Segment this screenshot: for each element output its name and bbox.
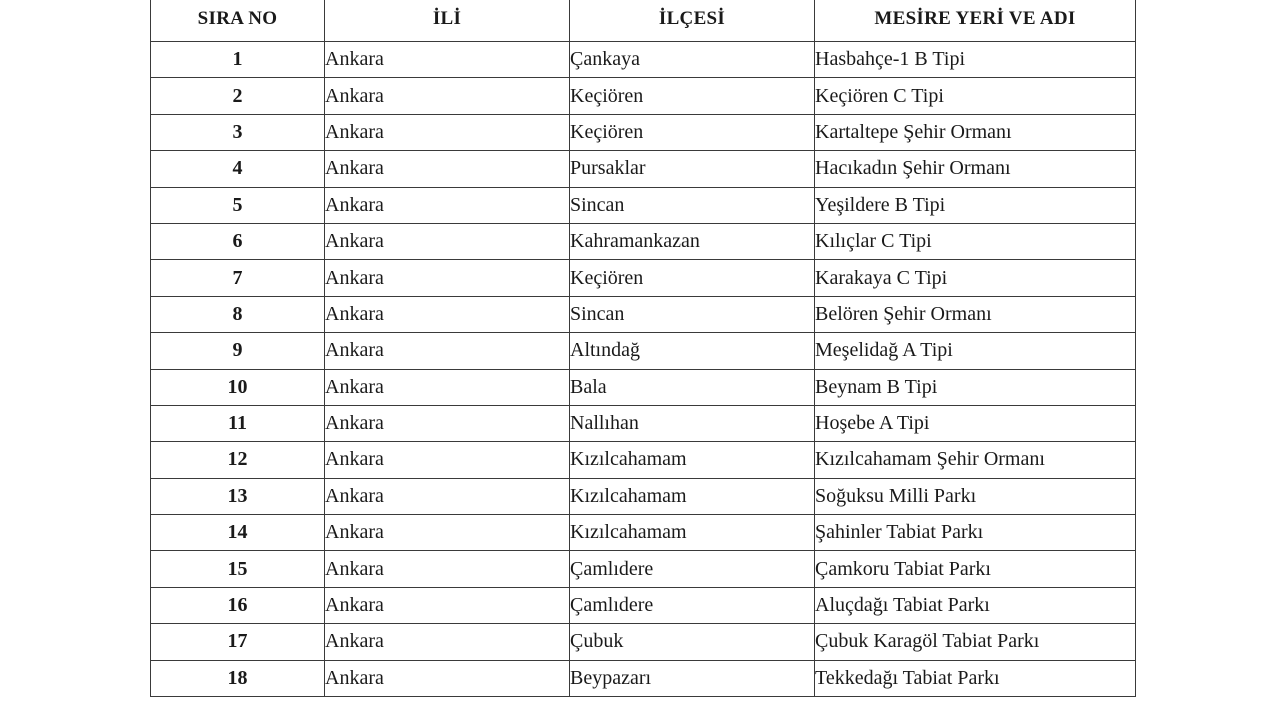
table-row <box>151 660 1136 696</box>
cell-ilcesi: Kızılcahamam <box>570 515 815 551</box>
header-ili: İLİ <box>325 0 570 42</box>
cell-ilcesi: Altındağ <box>570 333 815 369</box>
cell-ilcesi: Pursaklar <box>570 151 815 187</box>
table-row <box>151 78 1136 114</box>
cell-mesire: Kartaltepe Şehir Ormanı <box>815 114 1136 150</box>
cell-ili: Ankara <box>325 78 570 114</box>
table-row <box>151 151 1136 187</box>
cell-ilcesi: Çamlıdere <box>570 551 815 587</box>
cell-mesire: Keçiören C Tipi <box>815 78 1136 114</box>
cell-sira-no: 12 <box>151 442 325 478</box>
cell-mesire: Çubuk Karagöl Tabiat Parkı <box>815 624 1136 660</box>
cell-sira-no: 4 <box>151 151 325 187</box>
cell-sira-no: 2 <box>151 78 325 114</box>
cell-ili: Ankara <box>325 442 570 478</box>
cell-mesire: Şahinler Tabiat Parkı <box>815 515 1136 551</box>
table-row <box>151 260 1136 296</box>
cell-ili: Ankara <box>325 369 570 405</box>
cell-sira-no: 9 <box>151 333 325 369</box>
cell-ilcesi: Sincan <box>570 296 815 332</box>
cell-ili: Ankara <box>325 660 570 696</box>
cell-ilcesi: Beypazarı <box>570 660 815 696</box>
table-row <box>151 114 1136 150</box>
cell-sira-no: 6 <box>151 223 325 259</box>
cell-mesire: Çamkoru Tabiat Parkı <box>815 551 1136 587</box>
table-row <box>151 587 1136 623</box>
table-row <box>151 405 1136 441</box>
cell-ili: Ankara <box>325 187 570 223</box>
header-ilcesi: İLÇESİ <box>570 0 815 42</box>
cell-sira-no: 8 <box>151 296 325 332</box>
cell-ilcesi: Sincan <box>570 187 815 223</box>
cell-mesire: Hasbahçe-1 B Tipi <box>815 42 1136 78</box>
cell-ili: Ankara <box>325 551 570 587</box>
cell-mesire: Aluçdağı Tabiat Parkı <box>815 587 1136 623</box>
cell-sira-no: 7 <box>151 260 325 296</box>
cell-ilcesi: Kahramankazan <box>570 223 815 259</box>
cell-ili: Ankara <box>325 405 570 441</box>
cell-mesire: Beynam B Tipi <box>815 369 1136 405</box>
table-body <box>151 42 1136 697</box>
cell-mesire: Kızılcahamam Şehir Ormanı <box>815 442 1136 478</box>
table-row <box>151 369 1136 405</box>
table-header <box>151 0 1136 42</box>
cell-ili: Ankara <box>325 223 570 259</box>
cell-ili: Ankara <box>325 478 570 514</box>
cell-sira-no: 3 <box>151 114 325 150</box>
cell-mesire: Belören Şehir Ormanı <box>815 296 1136 332</box>
cell-mesire: Karakaya C Tipi <box>815 260 1136 296</box>
cell-sira-no: 15 <box>151 551 325 587</box>
cell-ilcesi: Çamlıdere <box>570 587 815 623</box>
cell-ilcesi: Çankaya <box>570 42 815 78</box>
cell-ili: Ankara <box>325 151 570 187</box>
cell-ili: Ankara <box>325 296 570 332</box>
header-row <box>151 0 1136 42</box>
cell-sira-no: 1 <box>151 42 325 78</box>
cell-ilcesi: Keçiören <box>570 260 815 296</box>
cell-sira-no: 10 <box>151 369 325 405</box>
cell-ili: Ankara <box>325 333 570 369</box>
cell-sira-no: 14 <box>151 515 325 551</box>
cell-ilcesi: Bala <box>570 369 815 405</box>
header-mesire: MESİRE YERİ VE ADI <box>815 0 1136 42</box>
table-row <box>151 223 1136 259</box>
cell-ilcesi: Kızılcahamam <box>570 442 815 478</box>
cell-ili: Ankara <box>325 42 570 78</box>
cell-mesire: Meşelidağ A Tipi <box>815 333 1136 369</box>
cell-ili: Ankara <box>325 114 570 150</box>
cell-sira-no: 11 <box>151 405 325 441</box>
cell-sira-no: 13 <box>151 478 325 514</box>
cell-mesire: Hoşebe A Tipi <box>815 405 1136 441</box>
table-row <box>151 42 1136 78</box>
cell-ilcesi: Keçiören <box>570 78 815 114</box>
table-row <box>151 551 1136 587</box>
cell-ilcesi: Kızılcahamam <box>570 478 815 514</box>
table-row <box>151 333 1136 369</box>
cell-ili: Ankara <box>325 624 570 660</box>
cell-ilcesi: Nallıhan <box>570 405 815 441</box>
cell-ili: Ankara <box>325 515 570 551</box>
cell-mesire: Hacıkadın Şehir Ormanı <box>815 151 1136 187</box>
cell-sira-no: 16 <box>151 587 325 623</box>
cell-mesire: Soğuksu Milli Parkı <box>815 478 1136 514</box>
cell-mesire: Yeşildere B Tipi <box>815 187 1136 223</box>
cell-ili: Ankara <box>325 587 570 623</box>
table-row <box>151 478 1136 514</box>
cell-ili: Ankara <box>325 260 570 296</box>
cell-mesire: Tekkedağı Tabiat Parkı <box>815 660 1136 696</box>
table-row <box>151 442 1136 478</box>
table-row <box>151 296 1136 332</box>
cell-sira-no: 18 <box>151 660 325 696</box>
cell-sira-no: 5 <box>151 187 325 223</box>
mesire-table <box>150 0 1136 697</box>
cell-mesire: Kılıçlar C Tipi <box>815 223 1136 259</box>
cell-ilcesi: Keçiören <box>570 114 815 150</box>
table-row <box>151 624 1136 660</box>
table-row <box>151 187 1136 223</box>
cell-ilcesi: Çubuk <box>570 624 815 660</box>
table-row <box>151 515 1136 551</box>
header-sira-no: SIRA NO <box>151 0 325 42</box>
cell-sira-no: 17 <box>151 624 325 660</box>
